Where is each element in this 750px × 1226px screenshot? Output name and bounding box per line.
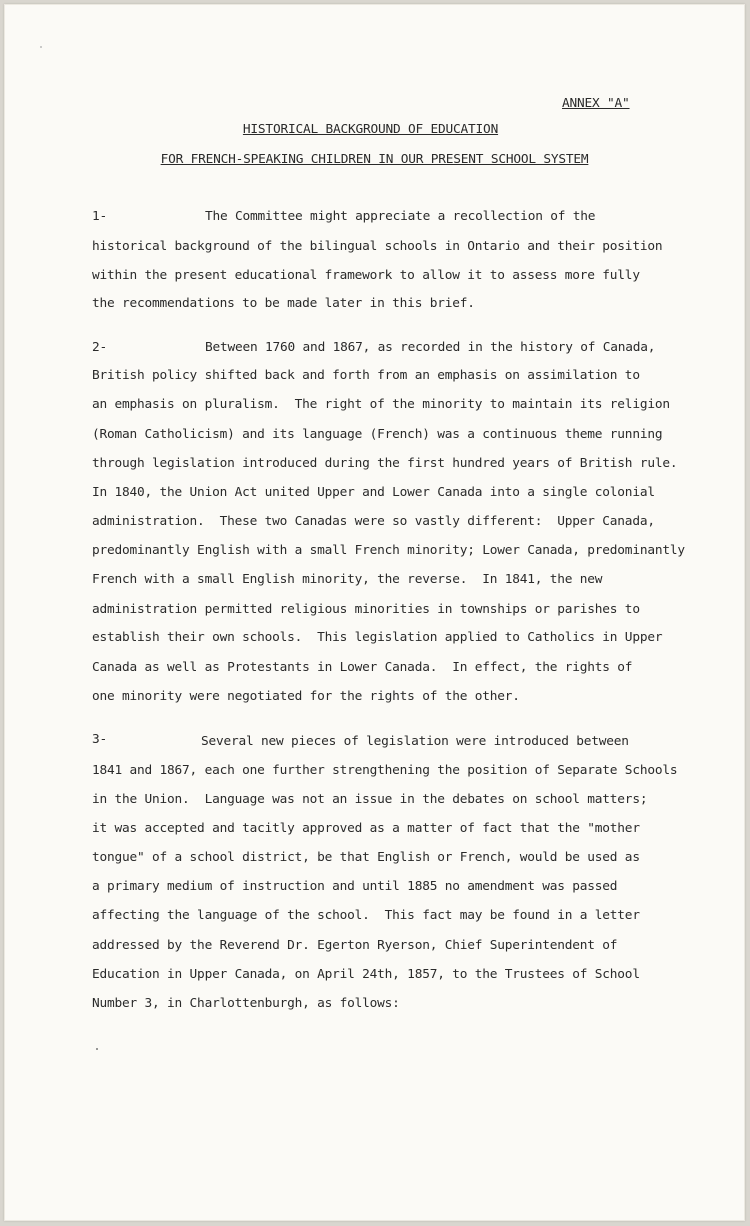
paragraph-line: The Committee might appreciate a recollection of the	[205, 209, 596, 224]
paragraph-line: 1841 and 1867, each one further strengthening the position of Separate Schools	[92, 763, 678, 778]
paragraph-line: British policy shifted back and forth from an emphasis on assimilation to	[92, 368, 640, 383]
annex-label: ANNEX "A"	[562, 96, 630, 111]
paragraph-line: Canada as well as Protestants in Lower Canada. In effect, the rights of	[92, 660, 633, 675]
paragraph-line: an emphasis on pluralism. The right of the minority to maintain its religion	[92, 397, 670, 412]
paragraph-line: Education in Upper Canada, on April 24th, 1857, to the Trustees of School	[92, 967, 640, 982]
paragraph-line: historical background of the bilingual schools in Ontario and their position	[92, 239, 663, 254]
paragraph-line: In 1840, the Union Act united Upper and Lower Canada into a single colonial	[92, 485, 655, 500]
paragraph-line: French with a small English minority, the reverse. In 1841, the new	[92, 572, 603, 587]
paragraph-line: Number 3, in Charlottenburgh, as follows:	[92, 996, 400, 1011]
paragraph-line: (Roman Catholicism) and its language (French) was a continuous theme running	[92, 427, 663, 442]
paragraph-line: establish their own schools. This legislation applied to Catholics in Upper	[92, 630, 663, 645]
paragraph-number: 3-	[92, 732, 108, 747]
paper-speck	[40, 46, 42, 48]
paragraph-line: affecting the language of the school. This fact may be found in a letter	[92, 908, 640, 923]
paragraph-line: predominantly English with a small French minority; Lower Canada, predominantly	[92, 543, 685, 558]
paragraph-line: one minority were negotiated for the rights of the other.	[92, 689, 520, 704]
paragraph-line: tongue" of a school district, be that English or French, would be used as	[92, 850, 640, 865]
paper-speck	[96, 1048, 98, 1050]
paragraph-line: in the Union. Language was not an issue in the debates on school matters;	[92, 792, 648, 807]
paragraph-line: administration permitted religious minorities in townships or parishes to	[92, 602, 640, 617]
paragraph-number: 2-	[92, 340, 108, 355]
paragraph-line: within the present educational framework to allow it to assess more fully	[92, 268, 640, 283]
document-page	[4, 4, 745, 1221]
paragraph-line: administration. These two Canadas were so vastly different: Upper Canada,	[92, 514, 655, 529]
paragraph-line: the recommendations to be made later in this brief.	[92, 296, 475, 311]
paragraph-line: Several new pieces of legislation were introduced between	[201, 734, 629, 749]
paragraph-line: Between 1760 and 1867, as recorded in the history of Canada,	[205, 340, 656, 355]
paragraph-line: it was accepted and tacitly approved as a matter of fact that the "mother	[92, 821, 640, 836]
paragraph-line: addressed by the Reverend Dr. Egerton Ryerson, Chief Superintendent of	[92, 938, 618, 953]
document-title-line-2: FOR FRENCH-SPEAKING CHILDREN IN OUR PRESENT SCHOOL SYSTEM	[160, 152, 589, 167]
paragraph-line: a primary medium of instruction and until 1885 no amendment was passed	[92, 879, 618, 894]
paragraph-line: through legislation introduced during the first hundred years of British rule.	[92, 456, 678, 471]
paragraph-number: 1-	[92, 209, 108, 224]
document-title-line-1: HISTORICAL BACKGROUND OF EDUCATION	[242, 122, 499, 137]
